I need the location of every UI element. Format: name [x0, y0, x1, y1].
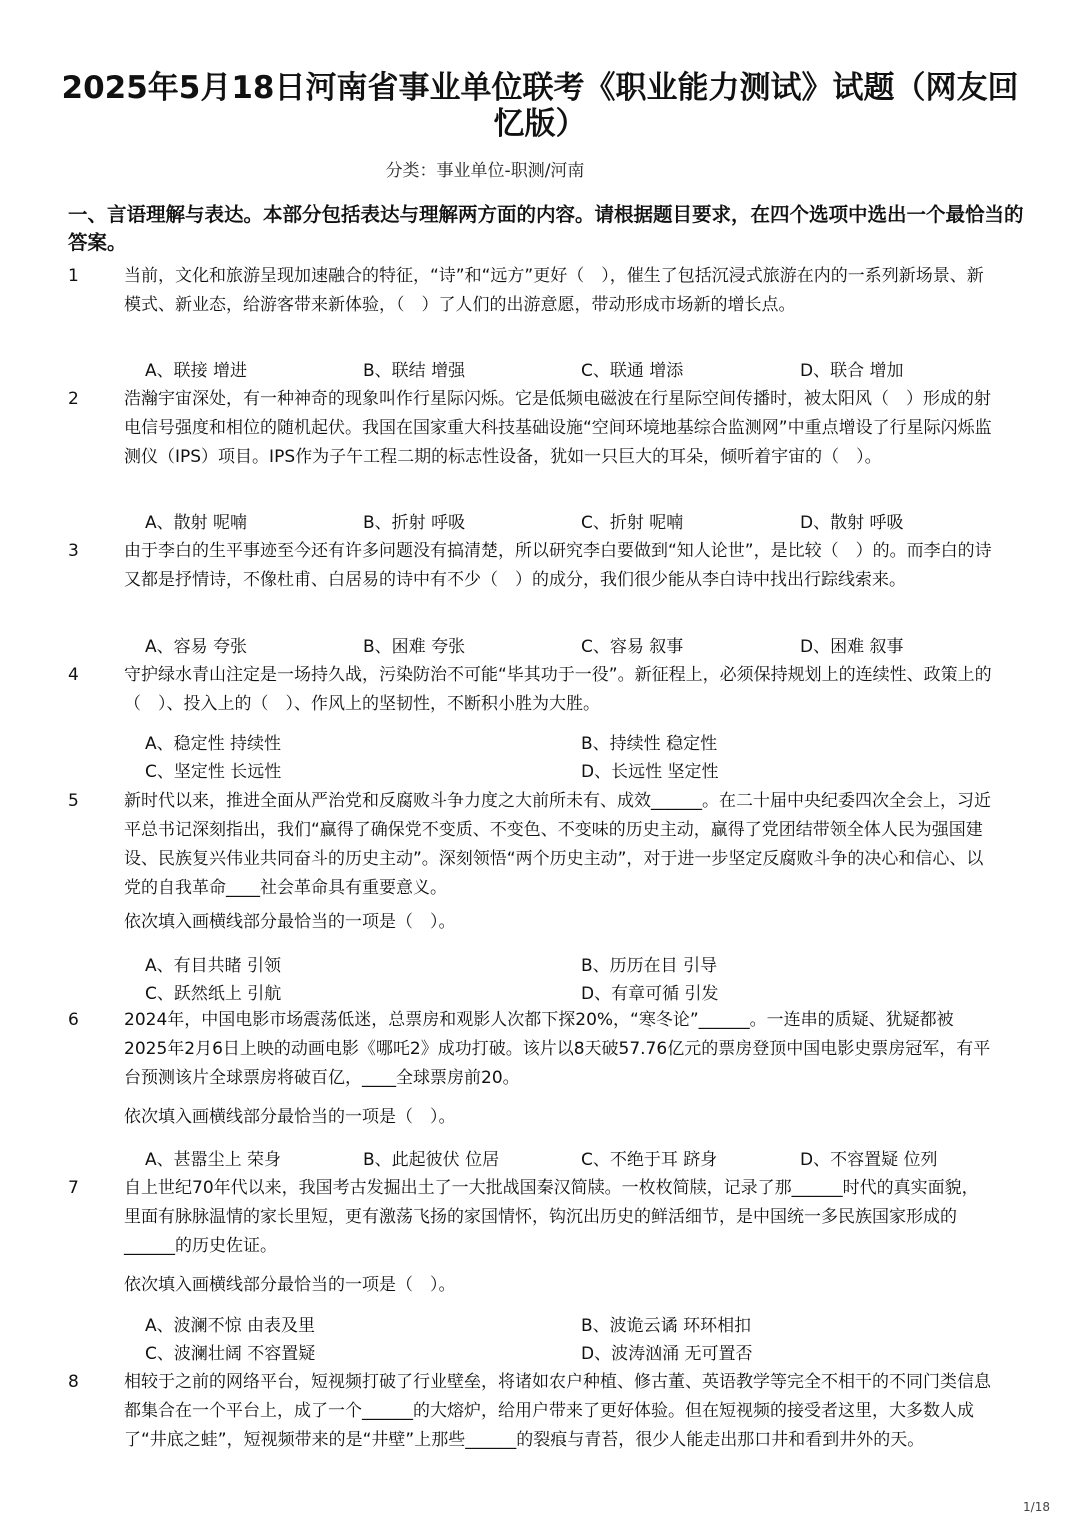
document-title: 2025年5月18日河南省事业单位联考《职业能力测试》试题（网友回忆版）	[61, 70, 1019, 142]
question-text: 自上世纪70年代以来，我国考古发掘出土了一大批战国秦汉简牍。一枚枚简牍，记录了那______时代的真实面貌，里面有脉脉温情的家长里短，更有激荡飞扬的家国情怀，钩沉出历史的鲜活细节，是中国统一多民族国家形成的______的历史佐证。	[124, 1178, 979, 1256]
question-text: 相较于之前的网络平台，短视频打破了行业壁垒，将诸如农户种植、修古董、英语教学等完全不相干的不同门类信息都集合在一个平台上，成了一个______的大熔炉，给用户带来了更好体验。但在短视频的接受者这里，大多数人成了“井底之蛙”，短视频带来的是“井壁”上那些______的裂痕与青苔，很少人能走出那口井和看到井外的天。	[124, 1372, 991, 1450]
option-a: A、容易 夸张	[145, 637, 248, 657]
option-b: B、折射 呼吸	[363, 513, 466, 533]
question-number: 6	[68, 1010, 79, 1030]
question-text: 当前，文化和旅游呈现加速融合的特征，“诗”和“远方”更好（ ），催生了包括沉浸式旅游在内的一系列新场景、新模式、新业态，给游客带来新体验，（ ）了人们的出游意愿，带动形成市场新的增长点。	[124, 266, 984, 315]
option-d: D、波涛汹涌 无可置否	[581, 1344, 753, 1364]
question-text: 新时代以来，推进全面从严治党和反腐败斗争力度之大前所未有、成效______。在二十届中央纪委四次全会上，习近平总书记深刻指出，我们“赢得了确保党不变质、不变色、不变味的历史主动，赢得了党团结带领全体人民为强国建设、民族复兴伟业共同奋斗的历史主动”。深刻领悟“两个历史主动”，对于进一步坚定反腐败斗争的决心和信心、以党的自我革命____社会革命具有重要意义。	[124, 791, 991, 898]
question-number: 5	[68, 791, 79, 811]
question-number: 1	[68, 266, 79, 286]
option-b: B、困难 夸张	[363, 637, 466, 657]
option-d: D、散射 呼吸	[800, 513, 904, 533]
question-prompt: 依次填入画横线部分最恰当的一项是（ ）。	[124, 1275, 456, 1295]
section-heading: 一、言语理解与表达。本部分包括表达与理解两方面的内容。请根据题目要求，在四个选项中选出一个最恰当的答案。	[68, 203, 1024, 254]
question-text: 守护绿水青山注定是一场持久战，污染防治不可能“毕其功于一役”。新征程上，必须保持规划上的连续性、政策上的（ ）、投入上的（ ）、作风上的坚韧性，不断积小胜为大胜。	[124, 665, 992, 714]
option-c: C、折射 呢喃	[581, 513, 684, 533]
option-a: A、甚嚣尘上 荣身	[145, 1150, 282, 1170]
question-number: 3	[68, 541, 79, 561]
option-a: A、有目共睹 引领	[145, 956, 282, 976]
option-d: D、困难 叙事	[800, 637, 904, 657]
page-number: 1/18	[1023, 1500, 1050, 1514]
category-label: 分类：事业单位-职测/河南	[385, 161, 585, 181]
option-c: C、联通 增添	[581, 361, 684, 381]
question-number: 8	[68, 1372, 79, 1392]
question-prompt: 依次填入画横线部分最恰当的一项是（ ）。	[124, 1107, 456, 1127]
option-d: D、不容置疑 位列	[800, 1150, 938, 1170]
option-b: B、历历在目 引导	[581, 956, 718, 976]
option-c: C、跃然纸上 引航	[145, 984, 282, 1004]
question-text: 浩瀚宇宙深处，有一种神奇的现象叫作行星际闪烁。它是低频电磁波在行星际空间传播时，被太阳风（ ）形成的射电信号强度和相位的随机起伏。我国在国家重大科技基础设施“空间环境地基综合监测网”中重点增设了行星际闪烁监测仪（IPS）项目。IPS作为子午工程二期的标志性设备，犹如一只巨大的耳朵，倾听着宇宙的（ ）。	[124, 389, 992, 467]
option-a: A、散射 呢喃	[145, 513, 248, 533]
option-a: A、联接 增进	[145, 361, 248, 381]
option-c: C、坚定性 长远性	[145, 762, 282, 782]
option-d: D、有章可循 引发	[581, 984, 719, 1004]
option-b: B、波诡云谲 环环相扣	[581, 1316, 752, 1336]
question-text: 由于李白的生平事迹至今还有许多问题没有搞清楚，所以研究李白要做到“知人论世”，是比较（ ）的。而李白的诗又都是抒情诗，不像杜甫、白居易的诗中有不少（ ）的成分，我们很少能从李白诗中找出行踪线索来。	[124, 541, 992, 590]
question-prompt: 依次填入画横线部分最恰当的一项是（ ）。	[124, 912, 456, 932]
option-d: D、长远性 坚定性	[581, 762, 719, 782]
option-c: C、不绝于耳 跻身	[581, 1150, 718, 1170]
question-number: 2	[68, 389, 79, 409]
question-number: 7	[68, 1178, 79, 1198]
option-b: B、联结 增强	[363, 361, 466, 381]
question-number: 4	[68, 665, 79, 685]
option-b: B、此起彼伏 位居	[363, 1150, 500, 1170]
option-c: C、容易 叙事	[581, 637, 684, 657]
option-a: A、稳定性 持续性	[145, 734, 282, 754]
option-b: B、持续性 稳定性	[581, 734, 718, 754]
option-a: A、波澜不惊 由表及里	[145, 1316, 316, 1336]
option-c: C、波澜壮阔 不容置疑	[145, 1344, 316, 1364]
question-text: 2024年，中国电影市场震荡低迷，总票房和观影人次都下探20%，“寒冬论”______。一连串的质疑、犹疑都被2025年2月6日上映的动画电影《哪吒2》成功打破。该片以8天破57.76亿元的票房登顶中国电影史票房冠军，有平台预测该片全球票房将破百亿，____全球票房前20。	[124, 1010, 991, 1088]
option-d: D、联合 增加	[800, 361, 904, 381]
